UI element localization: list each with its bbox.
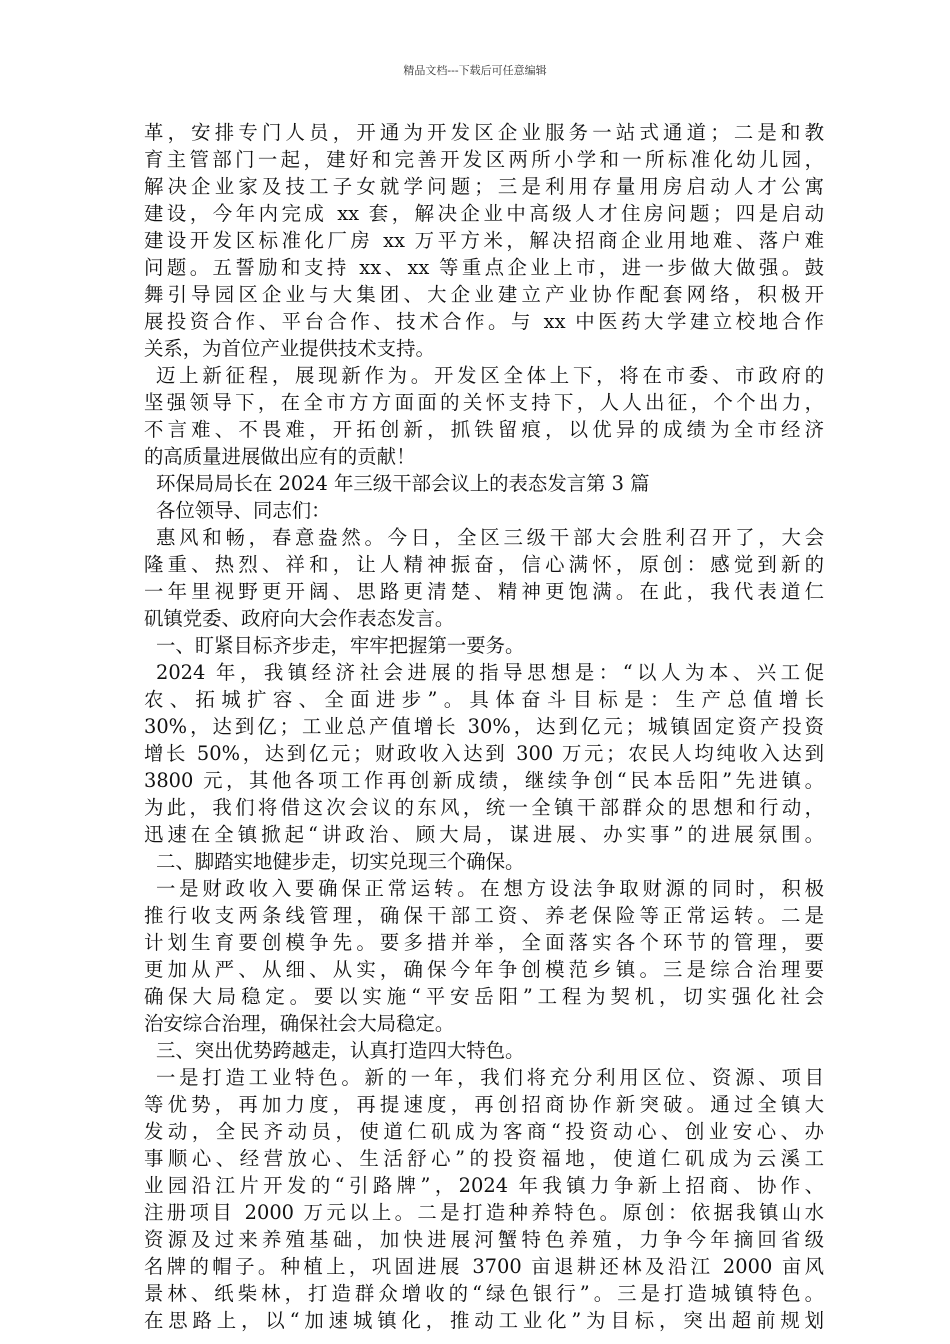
text-line: 一是财政收入要确保正常运转。在想方设法争取财源的同时，积极 [156,877,824,900]
text-line: 三、突出优势跨越走，认真打造四大特色。 [156,1039,525,1062]
text-line: 迈上新征程，展现新作为。开发区全体上下，将在市委、市政府的 [156,364,824,387]
text-line: 名牌的帽子。种植上，巩固进展 3700 亩退耕还林及沿江 2000 亩风 [144,1255,824,1278]
text-line: 业园沿江片开发的“引路牌”，2024 年我镇力争新上招商、协作、 [144,1174,824,1197]
text-line: 为此，我们将借这次会议的东风，统一全镇干部群众的思想和行动， [144,796,824,819]
text-line: 建设开发区标准化厂房 xx 万平方米，解决招商企业用地难、落户难 [144,229,824,252]
text-line: 迅速在全镇掀起“讲政治、顾大局，谋进展、办实事”的进展氛围。 [144,823,824,846]
text-line: 3800 元，其他各项工作再创新成绩，继续争创“民本岳阳”先进镇。 [144,769,824,792]
text-line: 增长 50%，达到亿元；财政收入达到 300 万元；农民人均纯收入达到 [144,742,824,765]
text-line: 二、脚踏实地健步走，切实兑现三个确保。 [156,850,525,873]
text-line: 发动，全民齐动员，使道仁矶成为客商“投资动心、创业安心、办 [144,1120,824,1143]
text-line: 更加从严、从细、从实，确保今年争创模范乡镇。三是综合治理要 [144,958,824,981]
text-line: 革，安排专门人员，开通为开发区企业服务一站式通道；二是和教 [144,121,824,144]
document-body [144,119,824,1334]
text-line: 育主管部门一起，建好和完善开发区两所小学和一所标准化幼儿园， [144,148,824,171]
text-line: 各位领导、同志们： [156,499,331,522]
text-line: 2024 年，我镇经济社会进展的指导思想是：“以人为本、兴工促 [156,661,824,684]
text-line: 在思路上，以“加速城镇化，推动工业化”为目标，突出超前规划 [144,1309,824,1332]
text-line: 农、拓城扩容、全面进步”。具体奋斗目标是：生产总值增长 [144,688,824,711]
text-line: 一、盯紧目标齐步走，牢牢把握第一要务。 [156,634,525,657]
text-line: 舞引导园区企业与大集团、大企业建立产业协作配套网络，积极开 [144,283,824,306]
text-line: 关系，为首位产业提供技术支持。 [144,337,435,360]
text-line: 景林、纸柴林，打造群众增收的“绿色银行”。三是打造城镇特色。 [144,1282,824,1305]
text-line: 一年里视野更开阔、思路更清楚、精神更饱满。在此，我代表道仁 [144,580,824,603]
text-line: 问题。五誓励和支持 xx、xx 等重点企业上市，进一步做大做强。鼓 [144,256,824,279]
text-line: 计划生育要创模争先。要多措并举，全面落实各个环节的管理，要 [144,931,824,954]
text-line: 的高质量进展做出应有的贡献！ [144,445,416,468]
text-line: 不言难、不畏难，开拓创新，抓铁留痕，以优异的成绩为全市经济 [144,418,824,441]
text-line: 治安综合治理，确保社会大局稳定。 [144,1012,455,1035]
text-line: 坚强领导下，在全市方方面面的关怀支持下，人人出征，个个出力， [144,391,824,414]
text-line: 确保大局稳定。要以实施“平安岳阳”工程为契机，切实强化社会 [144,985,824,1008]
text-line: 解决企业家及技工子女就学问题；三是利用存量用房启动人才公寓 [144,175,824,198]
text-line: 一是打造工业特色。新的一年，我们将充分利用区位、资源、项目 [156,1066,824,1089]
text-line: 建设，今年内完成 xx 套，解决企业中高级人才住房问题；四是启动 [144,202,824,225]
text-line: 惠风和畅，春意盎然。今日，全区三级干部大会胜利召开了，大会 [156,526,824,549]
text-line: 环保局局长在 2024 年三级干部会议上的表态发言第 3 篇 [156,472,650,495]
text-line: 展投资合作、平台合作、技术合作。与 xx 中医药大学建立校地合作 [144,310,824,333]
text-line: 注册项目 2000 万元以上。二是打造种养特色。原创：依据我镇山水 [144,1201,824,1224]
text-line: 资源及过来养殖基础，加快进展河蟹特色养殖，力争今年摘回省级 [144,1228,824,1251]
text-line: 事顺心、经营放心、生活舒心”的投资福地，使道仁矶成为云溪工 [144,1147,824,1170]
text-line: 等优势，再加力度，再提速度，再创招商协作新突破。通过全镇大 [144,1093,824,1116]
text-line: 隆重、热烈、祥和，让人精神振奋，信心满怀，原创：感觉到新的 [144,553,824,576]
text-line: 推行收支两条线管理，确保干部工资、养老保险等正常运转。二是 [144,904,824,927]
text-line: 矶镇党委、政府向大会作表态发言。 [144,607,455,630]
page-header: 精品文档---下载后可任意编辑 [403,64,547,77]
text-line: 30%，达到亿；工业总产值增长 30%，达到亿元；城镇固定资产投资 [144,715,824,738]
